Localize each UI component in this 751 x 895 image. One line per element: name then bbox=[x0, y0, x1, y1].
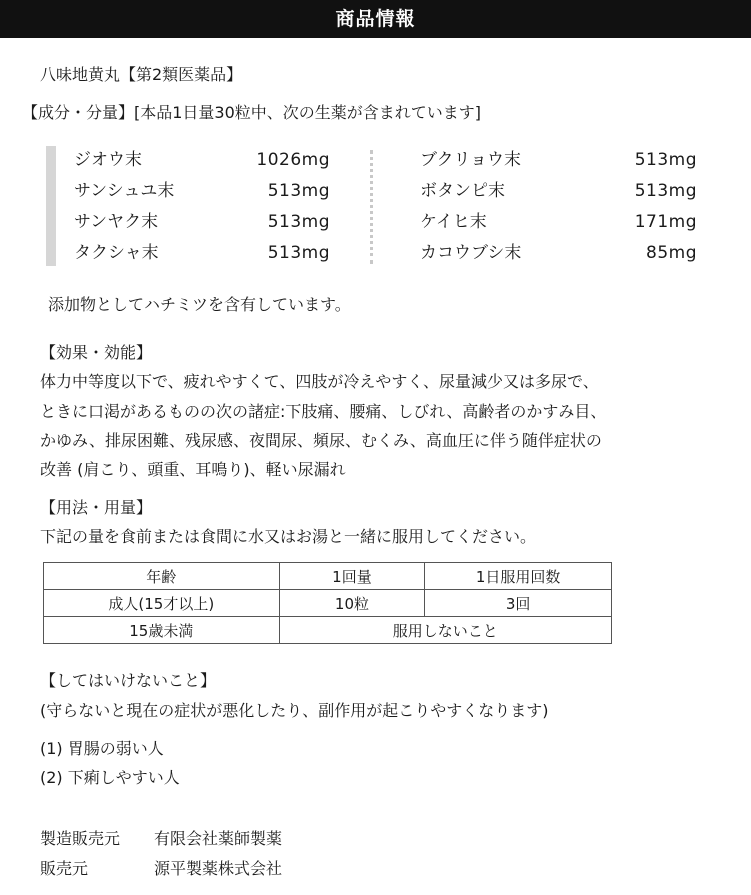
product-name: 八味地黄丸【第2類医薬品】 bbox=[40, 65, 243, 84]
usage-text: 下記の量を食前または食間に水又はお湯と一緒に服用してください。 bbox=[40, 527, 537, 546]
warnings-subtitle: (守らないと現在の症状が悪化したり、副作用が起こりやすくなります) bbox=[40, 701, 549, 720]
effects-line: ときに口渇があるものの次の諸症:下肢痛、腰痛、しびれ、高齢者のかすみ目、 bbox=[40, 402, 607, 421]
ingredient-name: ブクリョウ末 bbox=[420, 150, 521, 170]
ingredient-amount: 513mg bbox=[267, 181, 330, 201]
ingredient-amount: 171mg bbox=[634, 212, 697, 232]
maker-label: 製造販売元 bbox=[40, 829, 121, 848]
warning-item: (2) 下痢しやすい人 bbox=[40, 768, 180, 787]
ingredient-row bbox=[74, 177, 330, 209]
effects-line: 改善 (肩こり、頭重、耳鳴り)、軽い尿漏れ bbox=[40, 460, 346, 479]
maker-name: 有限会社薬師製薬 bbox=[154, 829, 283, 848]
ingredient-row bbox=[74, 239, 330, 271]
ingredient-name: サンシュユ末 bbox=[74, 181, 175, 201]
composition-heading: 【成分・分量】[本品1日量30粒中、次の生薬が含まれています] bbox=[22, 103, 482, 122]
ingredient-row bbox=[420, 146, 697, 178]
header-title: 商品情報 bbox=[335, 8, 416, 30]
ingredient-row bbox=[420, 239, 697, 271]
ingredient-amount: 85mg bbox=[646, 243, 697, 263]
warning-item: (1) 胃腸の弱い人 bbox=[40, 739, 164, 758]
ingredient-name: サンヤク末 bbox=[74, 212, 159, 232]
seller-name: 源平製薬株式会社 bbox=[154, 859, 283, 878]
table-cell-dose: 10粒 bbox=[279, 590, 425, 617]
usage-heading: 【用法・用量】 bbox=[40, 498, 153, 517]
ingredient-name: ケイヒ末 bbox=[420, 212, 487, 232]
table-cell-age: 成人(15才以上) bbox=[44, 590, 280, 617]
table-cell-not-for-use: 服用しないこと bbox=[279, 617, 611, 644]
effects-line: かゆみ、排尿困難、残尿感、夜間尿、頻尿、むくみ、高血圧に伴う随伴症状の bbox=[40, 431, 602, 450]
effects-heading: 【効果・効能】 bbox=[40, 343, 153, 362]
ingredient-row bbox=[420, 208, 697, 240]
ingredient-amount: 513mg bbox=[634, 150, 697, 170]
header-bar bbox=[0, 0, 751, 38]
dosage-table bbox=[43, 562, 612, 644]
table-header-dose: 1回量 bbox=[279, 563, 425, 590]
table-header-age: 年齢 bbox=[44, 563, 280, 590]
table-row bbox=[44, 590, 612, 617]
ingredient-amount: 513mg bbox=[267, 243, 330, 263]
table-cell-frequency: 3回 bbox=[425, 590, 612, 617]
ingredient-name: カコウブシ末 bbox=[420, 243, 522, 263]
table-row bbox=[44, 563, 612, 590]
ingredient-name: ジオウ末 bbox=[74, 150, 142, 170]
ingredient-divider bbox=[370, 150, 373, 264]
ingredient-accent-bar bbox=[46, 146, 56, 266]
table-cell-age: 15歳未満 bbox=[44, 617, 280, 644]
table-header-frequency: 1日服用回数 bbox=[425, 563, 612, 590]
ingredient-name: タクシャ末 bbox=[74, 243, 159, 263]
warnings-heading: 【してはいけないこと】 bbox=[40, 671, 217, 690]
ingredient-list bbox=[46, 146, 706, 266]
ingredient-row bbox=[74, 208, 330, 240]
ingredient-row bbox=[74, 146, 330, 178]
ingredient-amount: 513mg bbox=[634, 181, 697, 201]
ingredient-amount: 513mg bbox=[267, 212, 330, 232]
effects-line: 体力中等度以下で、疲れやすくて、四肢が冷えやすく、尿量減少又は多尿で、 bbox=[40, 372, 599, 391]
ingredient-amount: 1026mg bbox=[256, 150, 330, 170]
ingredient-name: ボタンピ末 bbox=[420, 181, 505, 201]
ingredient-row bbox=[420, 177, 697, 209]
table-row bbox=[44, 617, 612, 644]
additive-note: 添加物としてハチミツを含有しています。 bbox=[48, 295, 351, 314]
seller-label: 販売元 bbox=[40, 859, 89, 878]
